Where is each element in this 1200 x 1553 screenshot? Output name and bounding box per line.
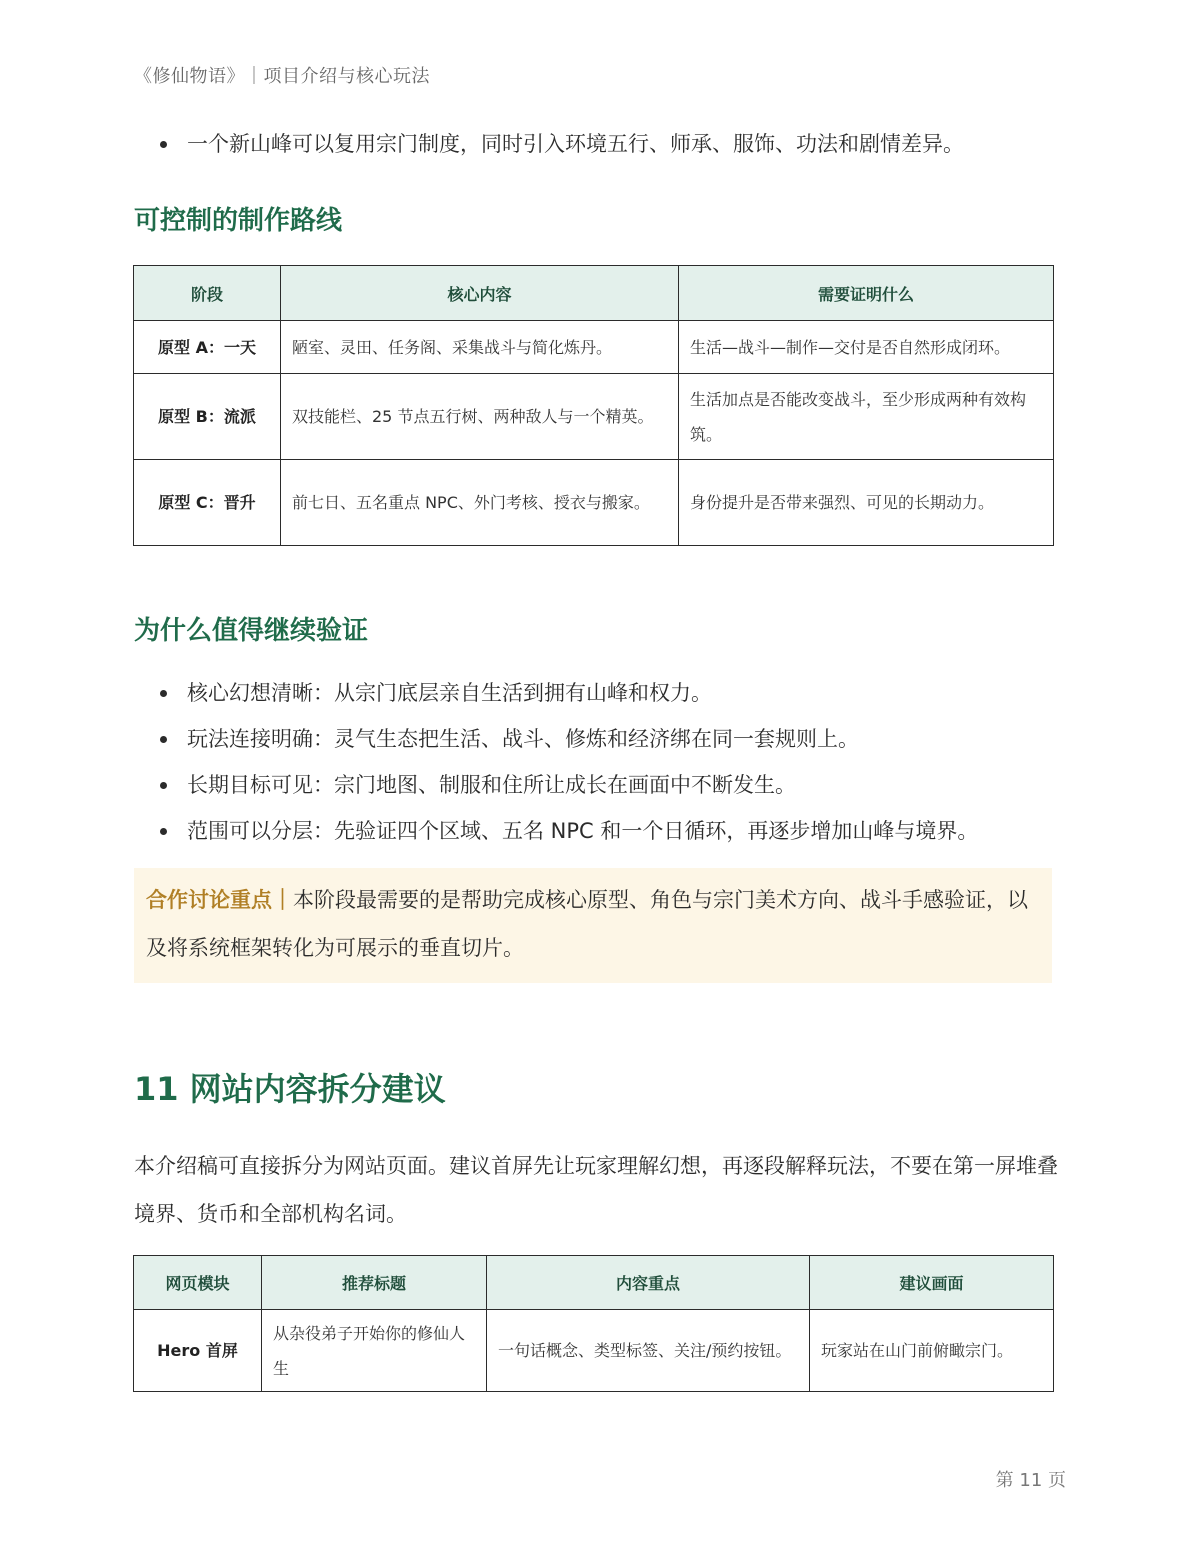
table-row [134,321,1054,374]
website-module-table [133,1255,1054,1392]
table-row-head: 原型 B：流派 [134,374,281,460]
why-bullet-list [160,670,978,854]
table-cell: 从杂役弟子开始你的修仙人生 [262,1310,487,1392]
table-header-cell: 阶段 [134,266,281,321]
table-cell: 身份提升是否带来强烈、可见的长期动力。 [679,460,1054,546]
callout-box [134,868,1052,983]
list-item: 长期目标可见：宗门地图、制服和住所让成长在画面中不断发生。 [160,762,978,808]
table-header-cell: 需要证明什么 [679,266,1054,321]
list-item: 核心幻想清晰：从宗门底层亲自生活到拥有山峰和权力。 [160,670,978,716]
section-heading-why: 为什么值得继续验证 [134,616,369,646]
page-number: 第 11 页 [995,1470,1066,1491]
list-item: 范围可以分层：先验证四个区域、五名 NPC 和一个日循环，再逐步增加山峰与境界。 [160,808,978,854]
table-cell: 生活—战斗—制作—交付是否自然形成闭环。 [679,321,1054,374]
intro-bullet-list [160,121,964,167]
table-header-cell: 内容重点 [487,1256,810,1310]
callout-text: 本阶段最需要的是帮助完成核心原型、角色与宗门美术方向、战斗手感验证，以及将系统框架转化为可展示的垂直切片。 [146,888,1028,960]
table-row-head: Hero 首屏 [134,1310,262,1392]
list-item: 一个新山峰可以复用宗门制度，同时引入环境五行、师承、服饰、功法和剧情差异。 [160,121,964,167]
table-cell: 生活加点是否能改变战斗，至少形成两种有效构筑。 [679,374,1054,460]
table-row [134,374,1054,460]
table-cell: 双技能栏、25 节点五行树、两种敌人与一个精英。 [281,374,679,460]
running-header: 《修仙物语》｜项目介绍与核心玩法 [134,66,430,87]
table-header-cell: 核心内容 [281,266,679,321]
table-header-row [134,1256,1054,1310]
list-item: 玩法连接明确：灵气生态把生活、战斗、修炼和经济绑在同一套规则上。 [160,716,978,762]
route-table [133,265,1054,546]
table-header-row [134,266,1054,321]
table-header-cell: 推荐标题 [262,1256,487,1310]
table-cell: 玩家站在山门前俯瞰宗门。 [810,1310,1054,1392]
table-cell: 前七日、五名重点 NPC、外门考核、授衣与搬家。 [281,460,679,546]
table-row-head: 原型 A：一天 [134,321,281,374]
chapter-paragraph: 本介绍稿可直接拆分为网站页面。建议首屏先让玩家理解幻想，再逐段解释玩法，不要在第一屏堆叠境界、货币和全部机构名词。 [134,1154,1058,1226]
table-cell: 陋室、灵田、任务阁、采集战斗与简化炼丹。 [281,321,679,374]
table-header-cell: 建议画面 [810,1256,1054,1310]
table-cell: 一句话概念、类型标签、关注/预约按钮。 [487,1310,810,1392]
callout-label: 合作讨论重点｜ [146,888,293,912]
table-row [134,460,1054,546]
section-heading-route: 可控制的制作路线 [134,206,343,236]
table-row-head: 原型 C：晋升 [134,460,281,546]
table-header-cell: 网页模块 [134,1256,262,1310]
table-row [134,1310,1054,1392]
chapter-heading: 11 网站内容拆分建议 [134,1070,446,1108]
